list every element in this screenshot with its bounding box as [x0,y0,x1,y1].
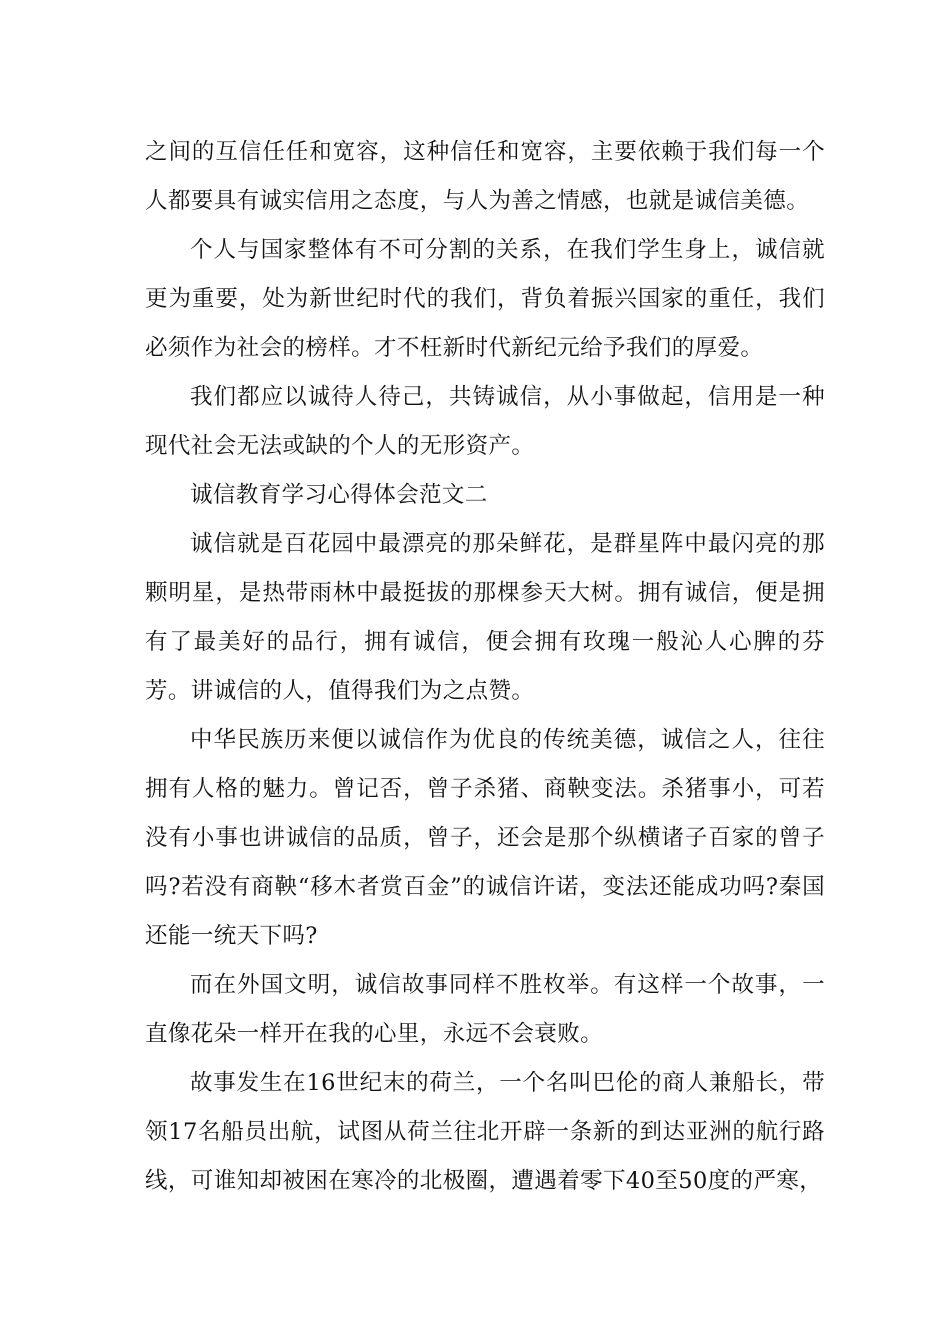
document-body [145,128,825,1206]
paragraph: 而在外国文明，诚信故事同样不胜枚举。有这样一个故事，一直像花朵一样开在我的心里，永远不会衰败。 [145,972,825,1047]
paragraph: 我们都应以诚待人待己，共铸诚信，从小事做起，信用是一种现代社会无法或缺的个人的无形资产。 [145,384,825,459]
paragraph: 故事发生在16世纪末的荷兰，一个名叫巴伦的商人兼船长，带领17名船员出航，试图从荷兰往北开辟一条新的到达亚洲的航行路线，可谁知却被困在寒冷的北极圈，遭遇着零下40至50度的严寒， [145,1070,825,1194]
paragraph: 诚信就是百花园中最漂亮的那朵鲜花，是群星阵中最闪亮的那颗明星，是热带雨林中最挺拔的那棵参天大树。拥有诚信，便是拥有了最美好的品行，拥有诚信，便会拥有玫瑰一般沁人心脾的芬芳。讲诚信的人，值得我们为之点赞。 [145,531,825,704]
section-heading: 诚信教育学习心得体会范文二 [190,482,488,508]
paragraph: 中华民族历来便以诚信作为优良的传统美德，诚信之人，往往拥有人格的魅力。曾记否，曾子杀猪、商鞅变法。杀猪事小，可若没有小事也讲诚信的品质，曾子，还会是那个纵横诸子百家的曾子吗?若没有商鞅“移木者赏百金”的诚信许诺，变法还能成功吗?秦国还能一统天下吗? [145,727,825,949]
paragraph: 个人与国家整体有不可分割的关系，在我们学生身上，诚信就更为重要，处为新世纪时代的我们，背负着振兴国家的重任，我们必须作为社会的榜样。才不枉新时代新纪元给予我们的厚爱。 [145,237,825,361]
paragraph-continuation: 之间的互信任任和宽容，这种信任和宽容，主要依赖于我们每一个人都要具有诚实信用之态度，与人为善之情感，也就是诚信美德。 [145,139,825,214]
